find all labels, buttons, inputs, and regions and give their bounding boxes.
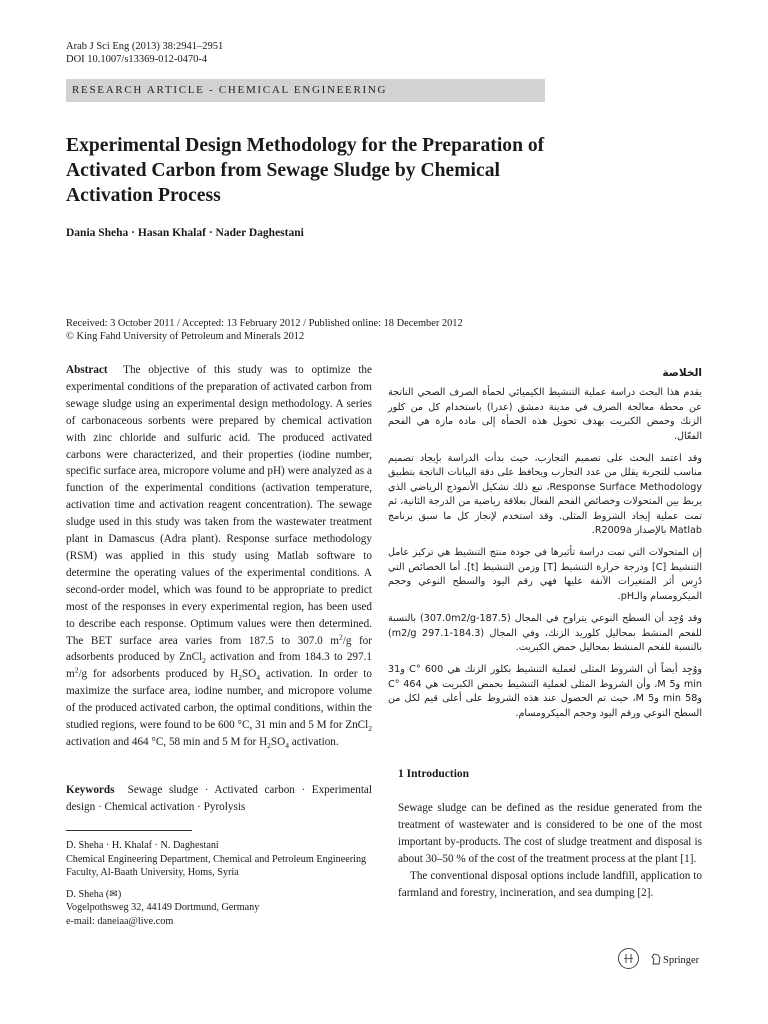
journal-citation: Arab J Sci Eng (2013) 38:2941–2951: [66, 41, 224, 52]
springer-horse-icon: [651, 953, 662, 969]
footnote-divider: [66, 830, 192, 831]
springer-circle-glyph-icon: [619, 949, 638, 968]
introduction-paragraph-2: The conventional disposal options include landfill, application to farmland and forestry, incineration, and sea dumping [2].: [398, 869, 702, 899]
keywords-text: Keywords Sewage sludge · Activated carbon · Experimental design · Chemical activation · Pyrolysis: [66, 784, 372, 813]
abstract-text: Abstract The objective of this study was to optimize the experimental conditions of the preparation of activated carbon from sewage sludge using an experimental design methodology. A series of carbonaceous sorbents were prepared by chemical activation with zinc chloride and sulfuric acid. The produced activated carbons were characterized, and their properties (iodine number, specific surface area, micropore volume and pH) were analyzed as a function of the experimental conditions (activation temperature, activation time and activation reagent concentration). The sewage sludge used in this study was taken from the wastewater treatment plant in Damascus (Adra plant). Response surface methodology (RSM) was applied in this study using Matlab software to determine the operating values of the experimental conditions. A second-order model, which was found to be appropriate to predict most of the responses in every experimental region, has been used to describe each response. Optimum values were then determined. The BET surface area varies from 187.5 to 307.0 $m^2/g$ for adsorbents produced by ZnCl$_2$ activation and from 184.3 to 297.1 $m^2/g$ for adsorbents produced by $H_2SO_4$ activation. In order to maximize the surface area, iodine number, and micropore volume of the produced activated carbon, the optimal conditions, within the studied regions, were found to be 600 °C, 31 min and 5 M for ZnCl$_2$ activation and 464 °C, 58 min and 5 M for $H_2SO_4$ activation.: [66, 364, 373, 751]
paper-title: Experimental Design Methodology for the Preparation of Activated Carbon from Sewage Sludge by Chemical Activation Process: [66, 135, 545, 206]
corresponding-author: D. Sheha (✉): [66, 888, 122, 900]
affiliation-block: [66, 839, 372, 928]
abstract-section: [66, 362, 372, 751]
introduction-heading: 1 Introduction: [398, 768, 470, 780]
keywords-label: Keywords: [66, 784, 115, 796]
date-history: Received: 3 October 2011 / Accepted: 13 February 2012 / Published online: 18 December 2012: [66, 318, 463, 329]
journal-header: [66, 40, 223, 66]
corresponding-address: Vogelpothsweg 32, 44149 Dortmund, Germany: [66, 902, 260, 913]
abstract-label: Abstract: [66, 364, 108, 376]
springer-circle-logo: [618, 948, 639, 969]
author-list: Dania Sheha · Hasan Khalaf · Nader Daghestani: [66, 227, 304, 239]
arabic-paragraph-2: وقد اعتمد البحث على تصميم التجارب، حيث بدأت الدراسة بإيجاد تصميم مناسب للتجربة يقلل من عدد التجارب ويحافظ على دقة البيانات الناتجة بتطبيق Response Surface Methodology، تبع ذلك تشكيل الأنموذج الرياضي الذي يربط بين المتحولات وخصائص الفحم الفعال بعلاقة رياضية من الدرجة الثانية، ثم تمت عملية إيجاد الشروط المثلى. وقد استخدم لإنجاز كل ما سبق برنامج Matlab بالإصدار R2009a.: [388, 453, 702, 537]
keywords-section: [66, 782, 372, 816]
arabic-abstract: [388, 366, 702, 729]
affiliation-names: D. Sheha · H. Khalaf · N. Daghestani: [66, 840, 219, 851]
publication-history: [66, 317, 463, 343]
affiliation-department: Chemical Engineering Department, Chemical and Petroleum Engineering Faculty, Al-Baath University, Homs, Syria: [66, 853, 367, 878]
arabic-abstract-title: الخلاصة: [662, 367, 702, 379]
introduction-section: [398, 800, 702, 901]
arabic-paragraph-4: وقد وُجِد أن السطح النوعي يتراوح في المجال (187.5-307.0m2/g) بالنسبة للفحم المنشط بمحاليل كلوريد الزنك، وفي المجال (184.3-297.1 m2/g) بالنسبة للفحم المنشط بمحاليل حمض الكبريت.: [388, 613, 702, 653]
journal-doi: DOI 10.1007/s13369-012-0470-4: [66, 54, 208, 65]
arabic-paragraph-5: ووُجِد أيضاً أن الشروط المثلى لعملية التنشيط بكلور الزنك هي 600 °C و31 min و5 M، وأن الشروط المثلى لعملية التنشيط بحمض الكبريت هي 464 °C و58 min و5 M، حيث تم الحصول عند هذه الشروط على أعلى قيم لكل من السطح النوعي ورقم اليود وحجم الميكرومسام.: [388, 664, 703, 719]
arabic-paragraph-1: يقدم هذا البحث دراسة عملية التنشيط الكيميائي لحمأة الصرف الصحي الناتجة عن محطة معالجة الصرف في مدينة دمشق (عدرا) باستخدام كل من كلور الزنك وحمض الكبريت بهدف تحويل هذه الحمأة إلى مادة مازة هي الفحم الفعّال.: [388, 387, 702, 442]
arabic-paragraph-3: إن المتحولات التي تمت دراسة تأثيرها في جودة منتج التنشيط هي تركيز عامل التنشيط [C] ودرجة حرارة التنشيط [T] وزمن التنشيط [t]. أما الخصائص التي دُرِس أثر المتغيرات الآنفة عليها فهي رقم اليود والسطح النوعي وحجم الميكرومسام والـpH.: [388, 547, 702, 602]
publisher-name: Springer: [663, 955, 700, 966]
introduction-paragraph-1: Sewage sludge can be defined as the residue generated from the treatment of wastewater and is considered to be one of the most important by-products. The cost of sludge treatment and disposal is about 30–50 % of the cost of the treatment process at the plant [1].: [398, 802, 702, 865]
corresponding-email[interactable]: e-mail: daneiaa@live.com: [66, 915, 174, 927]
copyright: © King Fahd University of Petroleum and Minerals 2012: [66, 331, 305, 342]
article-category: RESEARCH ARTICLE - CHEMICAL ENGINEERING: [72, 84, 388, 96]
